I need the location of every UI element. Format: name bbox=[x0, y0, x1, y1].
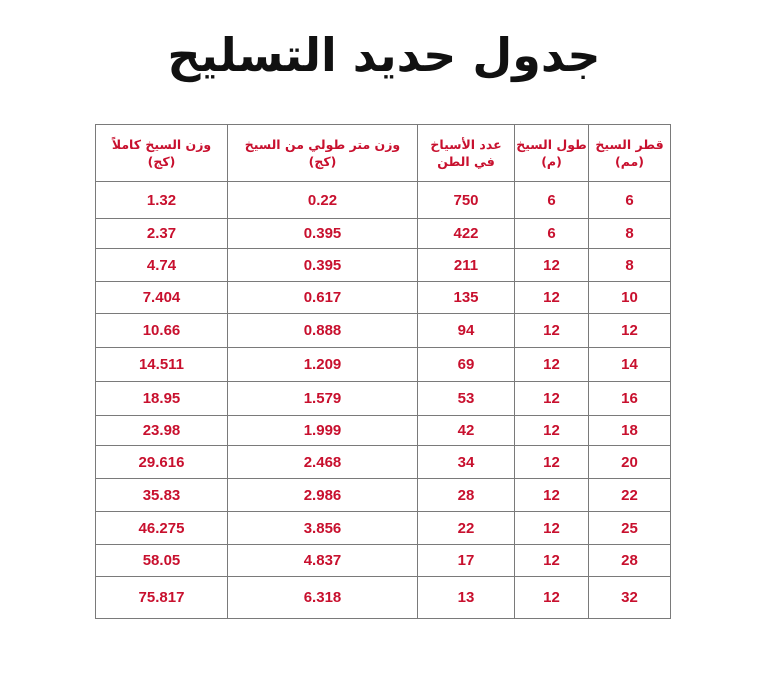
cell-diameter: 12 bbox=[589, 314, 671, 348]
cell-length: 12 bbox=[515, 348, 589, 382]
cell-full-bar-weight: 4.74 bbox=[96, 249, 228, 282]
cell-bars-per-ton: 422 bbox=[418, 219, 515, 249]
cell-bars-per-ton: 22 bbox=[418, 512, 515, 545]
cell-bars-per-ton: 69 bbox=[418, 348, 515, 382]
cell-bars-per-ton: 53 bbox=[418, 382, 515, 416]
cell-weight-per-meter: 6.318 bbox=[228, 577, 418, 619]
cell-weight-per-meter: 4.837 bbox=[228, 545, 418, 577]
table-row bbox=[96, 348, 671, 382]
cell-diameter: 10 bbox=[589, 282, 671, 314]
cell-full-bar-weight: 2.37 bbox=[96, 219, 228, 249]
cell-diameter: 18 bbox=[589, 416, 671, 446]
cell-length: 12 bbox=[515, 479, 589, 512]
table-row bbox=[96, 182, 671, 219]
header-diameter bbox=[589, 125, 671, 182]
cell-weight-per-meter: 0.395 bbox=[228, 249, 418, 282]
table-row bbox=[96, 512, 671, 545]
cell-full-bar-weight: 18.95 bbox=[96, 382, 228, 416]
cell-bars-per-ton: 13 bbox=[418, 577, 515, 619]
cell-diameter: 16 bbox=[589, 382, 671, 416]
header-unit: (كج) bbox=[308, 154, 337, 169]
cell-length: 6 bbox=[515, 182, 589, 219]
cell-length: 12 bbox=[515, 577, 589, 619]
table-row bbox=[96, 479, 671, 512]
header-length bbox=[515, 125, 589, 182]
cell-length: 12 bbox=[515, 512, 589, 545]
cell-full-bar-weight: 7.404 bbox=[96, 282, 228, 314]
cell-weight-per-meter: 0.617 bbox=[228, 282, 418, 314]
cell-bars-per-ton: 94 bbox=[418, 314, 515, 348]
page-title: جدول حديد التسليح bbox=[167, 28, 601, 82]
cell-length: 12 bbox=[515, 382, 589, 416]
table-row bbox=[96, 545, 671, 577]
cell-full-bar-weight: 23.98 bbox=[96, 416, 228, 446]
cell-weight-per-meter: 0.395 bbox=[228, 219, 418, 249]
header-unit: (مم) bbox=[615, 154, 644, 169]
cell-full-bar-weight: 58.05 bbox=[96, 545, 228, 577]
cell-bars-per-ton: 42 bbox=[418, 416, 515, 446]
header-unit: (كج) bbox=[147, 154, 176, 169]
cell-full-bar-weight: 75.817 bbox=[96, 577, 228, 619]
header-weight-per-meter bbox=[228, 125, 418, 182]
header-label: وزن متر طولي من السيخ bbox=[244, 137, 401, 152]
cell-diameter: 14 bbox=[589, 348, 671, 382]
header-bars-per-ton bbox=[418, 125, 515, 182]
cell-weight-per-meter: 1.579 bbox=[228, 382, 418, 416]
cell-diameter: 22 bbox=[589, 479, 671, 512]
cell-length: 12 bbox=[515, 314, 589, 348]
cell-length: 12 bbox=[515, 446, 589, 479]
cell-full-bar-weight: 35.83 bbox=[96, 479, 228, 512]
cell-diameter: 6 bbox=[589, 182, 671, 219]
table-row bbox=[96, 314, 671, 348]
table-row bbox=[96, 382, 671, 416]
cell-length: 12 bbox=[515, 416, 589, 446]
header-label: قطر السيخ bbox=[595, 137, 664, 152]
header-full-bar-weight bbox=[96, 125, 228, 182]
cell-bars-per-ton: 17 bbox=[418, 545, 515, 577]
cell-weight-per-meter: 1.209 bbox=[228, 348, 418, 382]
cell-length: 12 bbox=[515, 282, 589, 314]
cell-bars-per-ton: 28 bbox=[418, 479, 515, 512]
table-row bbox=[96, 249, 671, 282]
table-body bbox=[96, 182, 671, 619]
cell-weight-per-meter: 2.986 bbox=[228, 479, 418, 512]
cell-weight-per-meter: 0.888 bbox=[228, 314, 418, 348]
cell-bars-per-ton: 34 bbox=[418, 446, 515, 479]
cell-diameter: 8 bbox=[589, 219, 671, 249]
cell-bars-per-ton: 211 bbox=[418, 249, 515, 282]
cell-full-bar-weight: 29.616 bbox=[96, 446, 228, 479]
header-unit: (م) bbox=[541, 154, 562, 169]
cell-bars-per-ton: 135 bbox=[418, 282, 515, 314]
cell-diameter: 20 bbox=[589, 446, 671, 479]
cell-diameter: 32 bbox=[589, 577, 671, 619]
cell-length: 12 bbox=[515, 545, 589, 577]
header-label: وزن السيخ كاملاً bbox=[111, 137, 212, 152]
cell-full-bar-weight: 14.511 bbox=[96, 348, 228, 382]
cell-weight-per-meter: 3.856 bbox=[228, 512, 418, 545]
header-label: عدد الأسياخ bbox=[430, 137, 502, 152]
cell-bars-per-ton: 750 bbox=[418, 182, 515, 219]
cell-full-bar-weight: 46.275 bbox=[96, 512, 228, 545]
header-unit: في الطن bbox=[437, 154, 495, 169]
table-header-row bbox=[96, 125, 671, 182]
table-row bbox=[96, 416, 671, 446]
cell-length: 12 bbox=[515, 249, 589, 282]
cell-diameter: 28 bbox=[589, 545, 671, 577]
cell-diameter: 8 bbox=[589, 249, 671, 282]
cell-length: 6 bbox=[515, 219, 589, 249]
cell-weight-per-meter: 1.999 bbox=[228, 416, 418, 446]
header-label: طول السيخ bbox=[516, 137, 587, 152]
cell-full-bar-weight: 10.66 bbox=[96, 314, 228, 348]
cell-weight-per-meter: 0.22 bbox=[228, 182, 418, 219]
table-row bbox=[96, 577, 671, 619]
cell-weight-per-meter: 2.468 bbox=[228, 446, 418, 479]
table-row bbox=[96, 282, 671, 314]
rebar-table bbox=[95, 124, 671, 619]
cell-diameter: 25 bbox=[589, 512, 671, 545]
cell-full-bar-weight: 1.32 bbox=[96, 182, 228, 219]
table-row bbox=[96, 219, 671, 249]
table-row bbox=[96, 446, 671, 479]
